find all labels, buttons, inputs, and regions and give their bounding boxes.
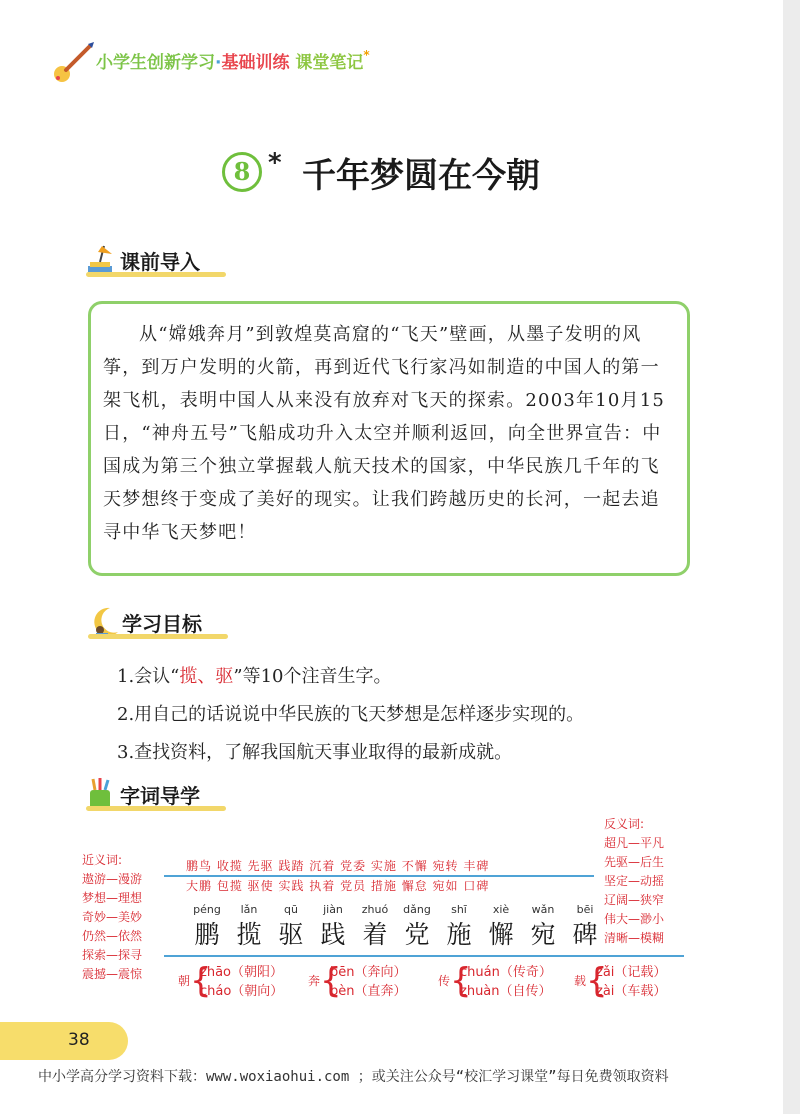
page-number: 38 xyxy=(68,1030,90,1050)
brush-icon xyxy=(52,40,96,84)
antonyms-list: 反义词: 超凡—平凡 先驱—后生 坚定—动摇 辽阔—狭窄 伟大—渺小 清晰—模糊 xyxy=(604,817,665,945)
brand-title: 小学生创新学习·基础训练 课堂笔记* xyxy=(96,48,370,73)
lesson-number: 8 xyxy=(222,152,262,192)
intro-box xyxy=(88,301,690,576)
series-brand xyxy=(52,40,452,90)
page-number-tab xyxy=(0,1022,128,1060)
page-edge xyxy=(783,0,800,1114)
word-group-row-2: 大鹏 包揽 驱使 实践 执着 党员 措施 懈怠 宛如 口碑 xyxy=(186,879,490,893)
divider-line xyxy=(164,955,684,957)
goal-item-3: 3.查找资料，了解我国航天事业取得的最新成就。 xyxy=(117,742,513,763)
lesson-title-block xyxy=(222,148,582,198)
intro-heading: 课前导入 xyxy=(86,244,246,276)
footer-note: 中小学高分学习资料下载：www.woxiaohui.com ；或关注公众号“校汇学习课堂”每日免费领取资料 xyxy=(38,1069,669,1085)
words-heading: 字词导学 xyxy=(86,778,246,810)
word-group-row-1: 鹏鸟 收揽 先驱 践踏 沉着 党委 实施 不懈 宛转 丰碑 xyxy=(186,859,490,873)
goals-heading: 学习目标 xyxy=(88,606,248,638)
vocabulary-panel: 近义词: 遨游—漫游 梦想—理想 奇妙—美妙 仍然—依然 探索—探寻 震撼—震惊 鹏鸟 收揽 先驱 践踏 沉着 党委 实施 不懈 宛转 丰碑 大鹏 包揽 驱使 实践 执着 党员 措施 懈怠 宛如 口碑 péng lǎn qū jiàn zhuó dǎng shī xiè wǎn bēi 鹏 揽 驱 践 着 党 施 懈 宛 碑 朝 { zhāo（朝阳） cháo（朝向） 奔 { bēn（奔向） bèn（直奔） 传 { chuán（传奇） zhuàn（自传） 载 { zǎi（记载） zài（车载） 反义词: 超凡—平凡 先驱—后生 坚定—动摇 辽阔—狭窄 伟大—渺小 清晰—模糊 xyxy=(82,815,782,1005)
goal-item-1: 1.会认“揽、驱”等10个注音生字。 xyxy=(117,666,392,687)
synonyms-list: 近义词: 遨游—漫游 梦想—理想 奇妙—美妙 仍然—依然 探索—探寻 震撼—震惊 xyxy=(82,853,143,981)
page-title: 千年梦圆在今朝 xyxy=(302,156,540,196)
goal-item-2: 2.用自己的话说说中华民族的飞天梦想是怎样逐步实现的。 xyxy=(117,704,585,725)
lesson-star: * xyxy=(268,148,282,178)
intro-paragraph: 从“嫦娥奔月”到敦煌莫高窟的“飞天”壁画，从墨子发明的风筝，到万户发明的火箭，再到近代飞行家冯如制造的中国人的第一架飞机，表明中国人从来没有放弃对飞天的探索。2003年10月15日，“神舟五号”飞船成功升入太空并顺利返回，向全世界宣告：中国成为第三个独立掌握载人航天技术的国家，中华民族几千年的飞天梦想终于变成了美好的现实。让我们跨越历史的长河，一起去追寻中华飞天梦吧！ xyxy=(103,324,666,543)
